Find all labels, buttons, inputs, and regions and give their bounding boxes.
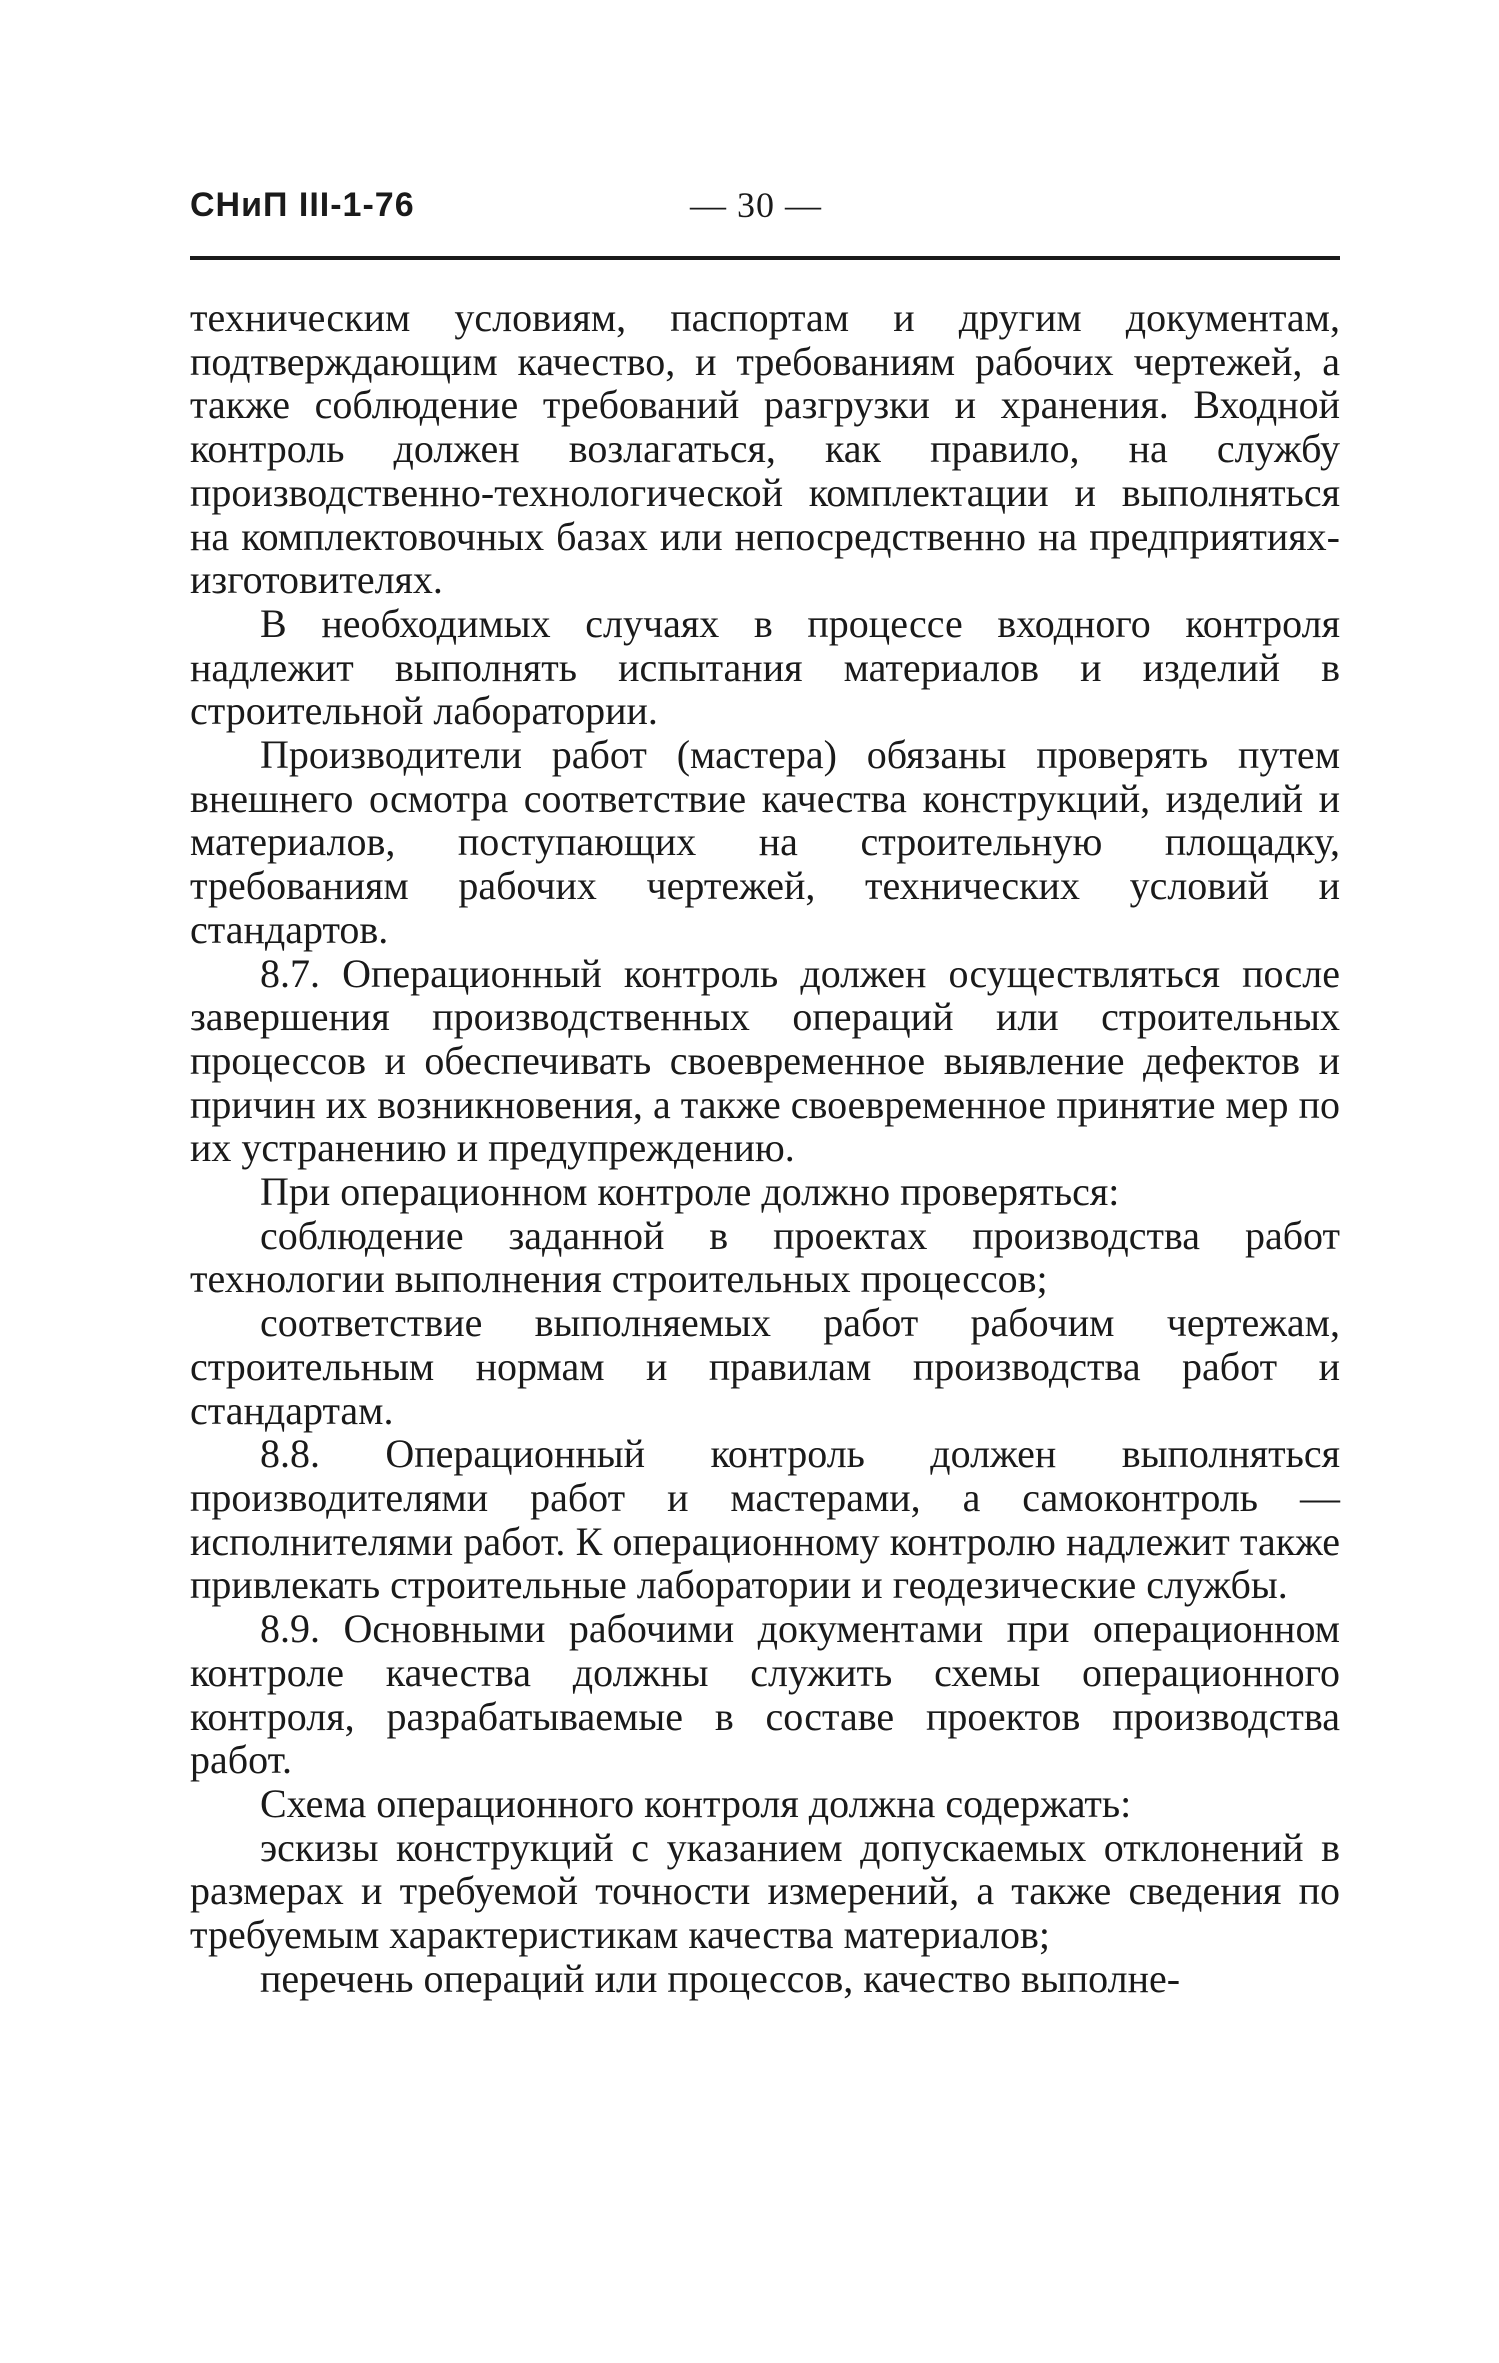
- body-text: [190, 296, 1340, 2000]
- paragraph-8-9: 8.9. Основными рабочими документами при операционном контроле качества должны служить схемы операционного контроля, разрабатываемые в составе проектов производства работ.: [190, 1606, 1340, 1783]
- paragraph-scheme-contents-intro: Схема операционного контроля должна содержать:: [260, 1780, 1132, 1826]
- paragraph-technology-compliance: соблюдение заданной в проектах производства работ технологии выполнения строительных процессов;: [190, 1212, 1340, 1302]
- paragraph-operational-checks-intro: При операционном контроле должно проверяться:: [260, 1169, 1120, 1215]
- paragraph-foremen-inspection: Производители работ (мастера) обязаны проверять путем внешнего осмотра соответствие качества конструкций, изделий и материалов, поступающих на строительную площадку, требованиям рабочих чертежей, технических условий и стандартов.: [190, 732, 1340, 952]
- paragraph-operations-list: перечень операций или процессов, качество выполне-: [260, 1955, 1181, 2001]
- paragraph-8-7: 8.7. Операционный контроль должен осуществляться после завершения производственных операций или строительных процессов и обеспечивать своевременное выявление дефектов и причин их возникновения, а также своевременное принятие мер по их устранению и предупреждению.: [190, 950, 1340, 1171]
- paragraph-lab-tests: В необходимых случаях в процессе входного контроля надлежит выполнять испытания материалов и изделий в строительной лаборатории.: [190, 600, 1340, 734]
- header-divider: [190, 256, 1340, 260]
- paragraph-drawings-compliance: соответствие выполняемых работ рабочим чертежам, строительным нормам и правилам производства работ и стандартам.: [190, 1300, 1340, 1433]
- paragraph-continuation-input-control: техническим условиям, паспортам и другим документам, подтверждающим качество, и требованиям рабочих чертежей, а также соблюдение требований разгрузки и хранения. Входной контроль должен возлагаться, как правило, на службу производственно-технологической комплектации и выполняться на комплектовочных базах или непосредственно на предприятиях-изготовителях.: [190, 295, 1340, 603]
- document-code: СНиП III-1-76: [190, 186, 415, 224]
- paragraph-8-8: 8.8. Операционный контроль должен выполняться производителями работ и мастерами, а самоконтроль — исполнителями работ. К операционному контролю надлежит также привлекать строительные лаборатории и геодезические службы.: [190, 1431, 1340, 1608]
- page-number: — 30 —: [690, 185, 822, 225]
- paragraph-sketches: эскизы конструкций с указанием допускаемых отклонений в размерах и требуемой точности измерений, а также сведения по требуемым характеристикам качества материалов;: [190, 1824, 1340, 1958]
- page-header: [190, 186, 1340, 246]
